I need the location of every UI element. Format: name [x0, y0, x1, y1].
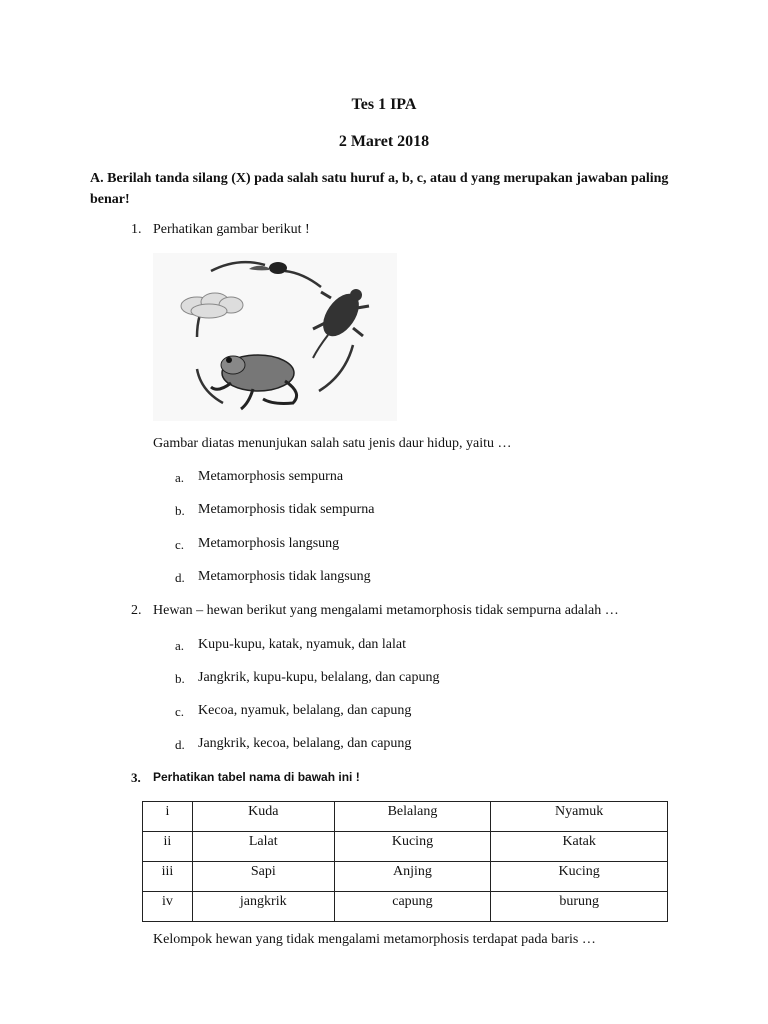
question-2-number: 2.: [131, 603, 142, 618]
q1-option-c-text: Metamorphosis langsung: [198, 536, 340, 551]
q2-option-b-letter[interactable]: b.: [175, 671, 185, 686]
question-1-number: 1.: [131, 222, 142, 237]
question-1-text: Perhatikan gambar berikut !: [153, 222, 310, 237]
page-title: Tes 1 IPA: [351, 96, 417, 113]
question-3-text: Perhatikan tabel nama di bawah ini !: [153, 770, 360, 784]
table-row: [143, 892, 668, 922]
q2-option-a-letter[interactable]: a.: [175, 638, 185, 653]
test-date: 2 Maret 2018: [338, 133, 430, 150]
frog-life-cycle-illustration: [153, 253, 397, 421]
q1-option-d-letter[interactable]: d.: [175, 570, 185, 585]
table-cell: Lalat: [192, 832, 334, 862]
q1-option-c-letter[interactable]: c.: [175, 537, 185, 552]
section-instruction: A. Berilah tanda silang (X) pada salah satu huruf a, b, c, atau d yang merupakan jawaban paling benar!: [90, 171, 669, 207]
question-3-number: 3.: [131, 770, 141, 785]
table-cell: jangkrik: [192, 892, 334, 922]
question-1-stem: Gambar diatas menunjukan salah satu jenis daur hidup, yaitu …: [153, 436, 512, 451]
animal-names-table: [142, 801, 668, 922]
q2-option-a-text: Kupu-kupu, katak, nyamuk, dan lalat: [198, 637, 407, 652]
q2-option-c-text: Kecoa, nyamuk, belalang, dan capung: [198, 703, 412, 718]
question-3-stem: Kelompok hewan yang tidak mengalami metamorphosis terdapat pada baris …: [153, 932, 596, 947]
table-cell: Katak: [491, 832, 668, 862]
row-label: iii: [143, 862, 193, 892]
question-2-text: Hewan – hewan berikut yang mengalami metamorphosis tidak sempurna adalah …: [153, 603, 619, 618]
table-cell: Anjing: [334, 862, 491, 892]
q2-option-b-text: Jangkrik, kupu-kupu, belalang, dan capung: [198, 670, 440, 685]
table-row: [143, 862, 668, 892]
table-cell: burung: [491, 892, 668, 922]
table-cell: capung: [334, 892, 491, 922]
q1-option-b-text: Metamorphosis tidak sempurna: [198, 502, 375, 517]
row-label: iv: [143, 892, 193, 922]
table-row: [143, 832, 668, 862]
table-row: [143, 802, 668, 832]
row-label: ii: [143, 832, 193, 862]
q2-option-c-letter[interactable]: c.: [175, 704, 185, 719]
q1-option-d-text: Metamorphosis tidak langsung: [198, 569, 371, 584]
q2-option-d-text: Jangkrik, kecoa, belalang, dan capung: [198, 736, 412, 751]
table-cell: Kucing: [334, 832, 491, 862]
row-label: i: [143, 802, 193, 832]
table-cell: Nyamuk: [491, 802, 668, 832]
table-cell: Sapi: [192, 862, 334, 892]
q2-option-d-letter[interactable]: d.: [175, 737, 185, 752]
q1-option-a-letter[interactable]: a.: [175, 470, 185, 485]
table-cell: Belalang: [334, 802, 491, 832]
table-cell: Kuda: [192, 802, 334, 832]
table-cell: Kucing: [491, 862, 668, 892]
q1-option-b-letter[interactable]: b.: [175, 503, 185, 518]
q1-option-a-text: Metamorphosis sempurna: [198, 469, 344, 484]
